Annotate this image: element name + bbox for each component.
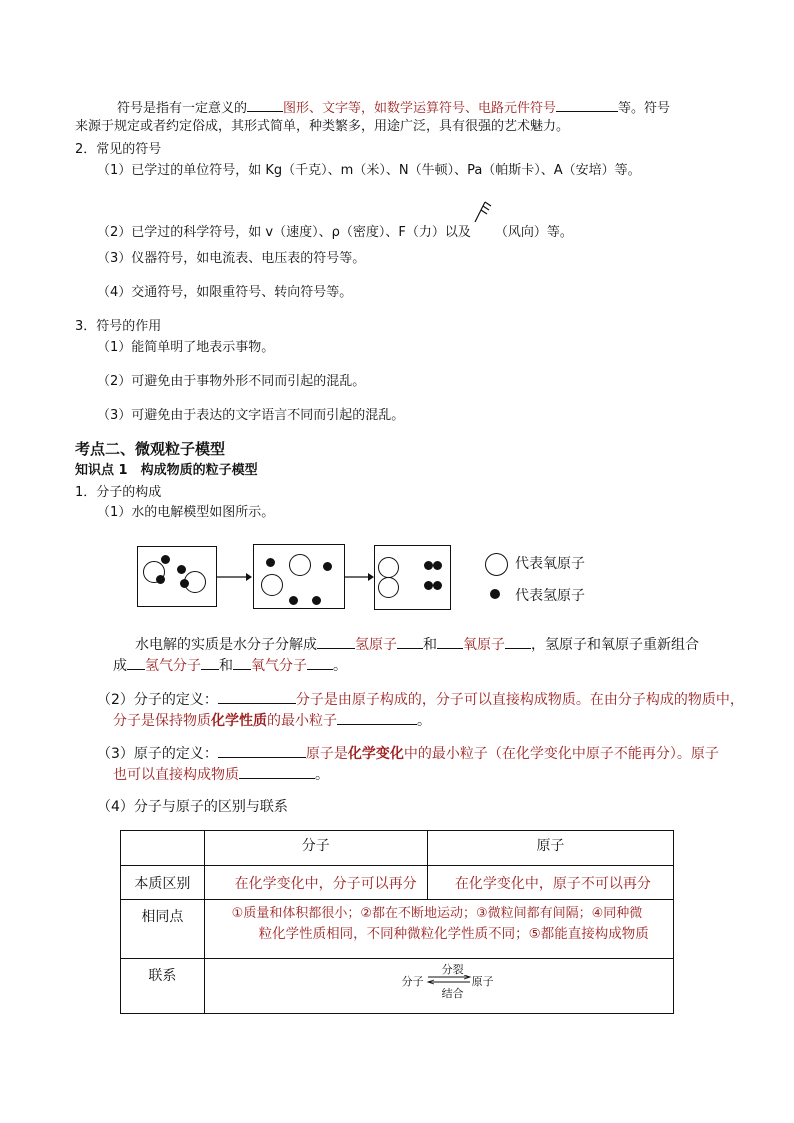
row-label-relation: 联系 [121,959,205,1014]
fill-blank [239,765,315,779]
cell-relation [204,959,673,1014]
table-header-row [121,831,674,866]
fill-blank [505,635,531,649]
oxygen-atom [378,557,399,578]
relation-combine: 结合 [441,987,464,1000]
hydrogen-atom [424,561,433,570]
relation-split: 分裂 [441,963,464,976]
relation-atom: 原子 [471,975,494,988]
wind-direction-text: （风向）等。 [494,225,573,240]
cell-atom-difference: 在化学变化中，原子不可以再分 [427,866,673,900]
oxygen-atom [378,577,399,598]
essence-and: 和 [423,637,437,653]
atom-definition-line1 [97,744,719,763]
essence-text: 水电解的实质是水分子分解成 [135,637,317,653]
molecule-def-answer-1: 分子是由原子构成的，分子可以直接构成物质。在由分子构成的物质中， [295,692,744,708]
hydrogen-atom [180,579,189,588]
fill-blank [218,690,296,704]
symbol-role-item-3: （3）可避免由于表达的文字语言不同而引起的混乱。 [97,408,405,423]
electrolysis-essence-line1 [135,635,699,654]
table-corner-cell [121,831,205,866]
table-row [121,959,674,1014]
row-label-essential-difference: 本质区别 [121,866,205,900]
symbol-def-answer: 图形、文字等，如数学运算符号、电路元件符号 [283,101,557,116]
similarities-line-2: 粒化学性质相同，不同种微粒化学性质不同；⑤都能直接构成物质 [258,926,649,942]
reversible-arrow-icon [426,975,472,985]
answer-hydrogen-molecule: 氢气分子 [145,658,201,674]
table-row [121,900,674,959]
common-symbols-item-3: （3）仪器符号，如电流表、电压表的符号等。 [97,251,366,266]
hydrogen-atom [433,561,442,570]
legend-oxygen-label: 代表氧原子 [515,556,585,572]
hydrogen-atom [177,565,186,574]
legend-hydrogen-icon [490,589,500,599]
symbol-role-item-1: （1）能简单明了地表示事物。 [97,340,275,355]
legend-oxygen-icon [485,553,508,576]
fill-blank [127,656,145,670]
fill-blank [247,98,283,112]
symbol-definition-line1 [117,98,670,118]
fill-blank [307,656,333,670]
atom-def-end: 。 [315,767,329,783]
atom-def-answer-3: 也可以直接构成物质 [113,767,239,783]
hydrogen-atom [289,596,298,605]
molecule-def-answer-2: 分子是保持物质 [113,713,211,729]
relation-molecule: 分子 [401,975,424,988]
hydrogen-atom [433,581,442,590]
molecule-def-answer-3: 的最小粒子 [267,713,337,729]
molecule-def-keyword: 化学性质 [211,713,267,729]
electrolysis-essence-line2 [113,656,347,675]
oxygen-atom [261,574,283,596]
symbol-def-prefix: 符号是指有一定意义的 [117,101,248,116]
essence-text-3: 成 [113,658,127,674]
science-symbols-text: （2）已学过的科学符号，如 v（速度）、ρ（密度）、F（力）以及 [97,225,471,240]
water-molecules-box [137,546,217,607]
fill-blank [397,635,423,649]
atom-def-keyword: 化学变化 [347,746,404,762]
arrow-1 [217,572,253,582]
essence-end: 。 [333,658,347,674]
knowledge-point-title: 知识点 1 构成物质的粒子模型 [75,463,258,478]
wind-direction-icon [471,212,495,230]
molecule-definition-line1 [97,690,744,709]
atom-def-label: （3）原子的定义： [97,746,218,762]
molecule-def-end: 。 [417,713,431,729]
molecule-def-label: （2）分子的定义： [97,692,218,708]
fill-blank [437,635,463,649]
fill-blank [218,744,306,758]
fill-blank [233,656,251,670]
symbol-role-item-2: （2）可避免由于事物外形不同而引起的混乱。 [97,374,366,389]
atom-definition-line2 [113,765,329,784]
common-symbols-item-4: （4）交通符号，如限重符号、转向符号等。 [97,285,353,300]
hydrogen-atom [266,558,275,567]
separated-atoms-box [253,544,345,609]
common-symbols-heading: 2．常见的符号 [75,142,162,157]
answer-oxygen-atom: 氧原子 [463,637,505,653]
hydrogen-atom [156,575,165,584]
molecule-atom-table [120,830,674,1014]
answer-hydrogen-atom: 氢原子 [355,637,397,653]
relation-diagram [402,961,512,1001]
molecule-definition-line2 [113,711,431,730]
row-label-similarities: 相同点 [121,900,205,959]
fill-blank [201,656,219,670]
common-symbols-item-2 [97,212,573,242]
essence-and-2: 和 [219,658,233,674]
similarities-line-1: ①质量和体积都很小；②都在不断地运动；③微粒间都有间隔；④同种微 [231,906,643,921]
symbol-role-heading: 3．符号的作用 [75,319,162,334]
hydrogen-atom [312,596,321,605]
fill-blank [556,98,618,112]
common-symbols-item-1: （1）已学过的单位符号，如 Kg（千克）、m（米）、N（牛顿）、Pa（帕斯卡）、A（安培）等。 [97,163,641,178]
oxygen-atom [289,554,311,576]
comparison-table-title: （4）分子与原子的区别与联系 [97,799,288,815]
hydrogen-atom [323,562,332,571]
essence-text-2: ，氢原子和氧原子重新组合 [531,637,699,653]
hydrogen-atom [161,555,170,564]
cell-molecule-difference: 在化学变化中，分子可以再分 [204,866,427,900]
header-molecule: 分子 [204,831,427,866]
table-row [121,866,674,900]
gas-molecules-box [374,545,451,610]
section-title: 考点二、微观粒子模型 [75,440,226,458]
arrow-2 [345,572,375,582]
symbol-definition-line2: 来源于规定或者约定俗成，其形式简单，种类繁多，用途广泛，具有很强的艺术魅力。 [75,119,570,134]
legend-hydrogen-label: 代表氢原子 [515,588,585,604]
header-atom: 原子 [427,831,673,866]
atom-def-answer-2: 中的最小粒子（在化学变化中原子不能再分）。原子 [403,746,719,762]
molecule-composition-heading: 1．分子的构成 [75,485,162,500]
atom-def-answer-1: 原子是 [305,746,348,762]
cell-similarities [204,900,673,959]
water-model-caption: （1）水的电解模型如图所示。 [97,505,275,520]
symbol-def-suffix: 等。符号 [618,101,671,116]
answer-oxygen-molecule: 氧气分子 [251,658,307,674]
fill-blank [317,635,355,649]
hydrogen-atom [424,581,433,590]
fill-blank [337,711,417,725]
